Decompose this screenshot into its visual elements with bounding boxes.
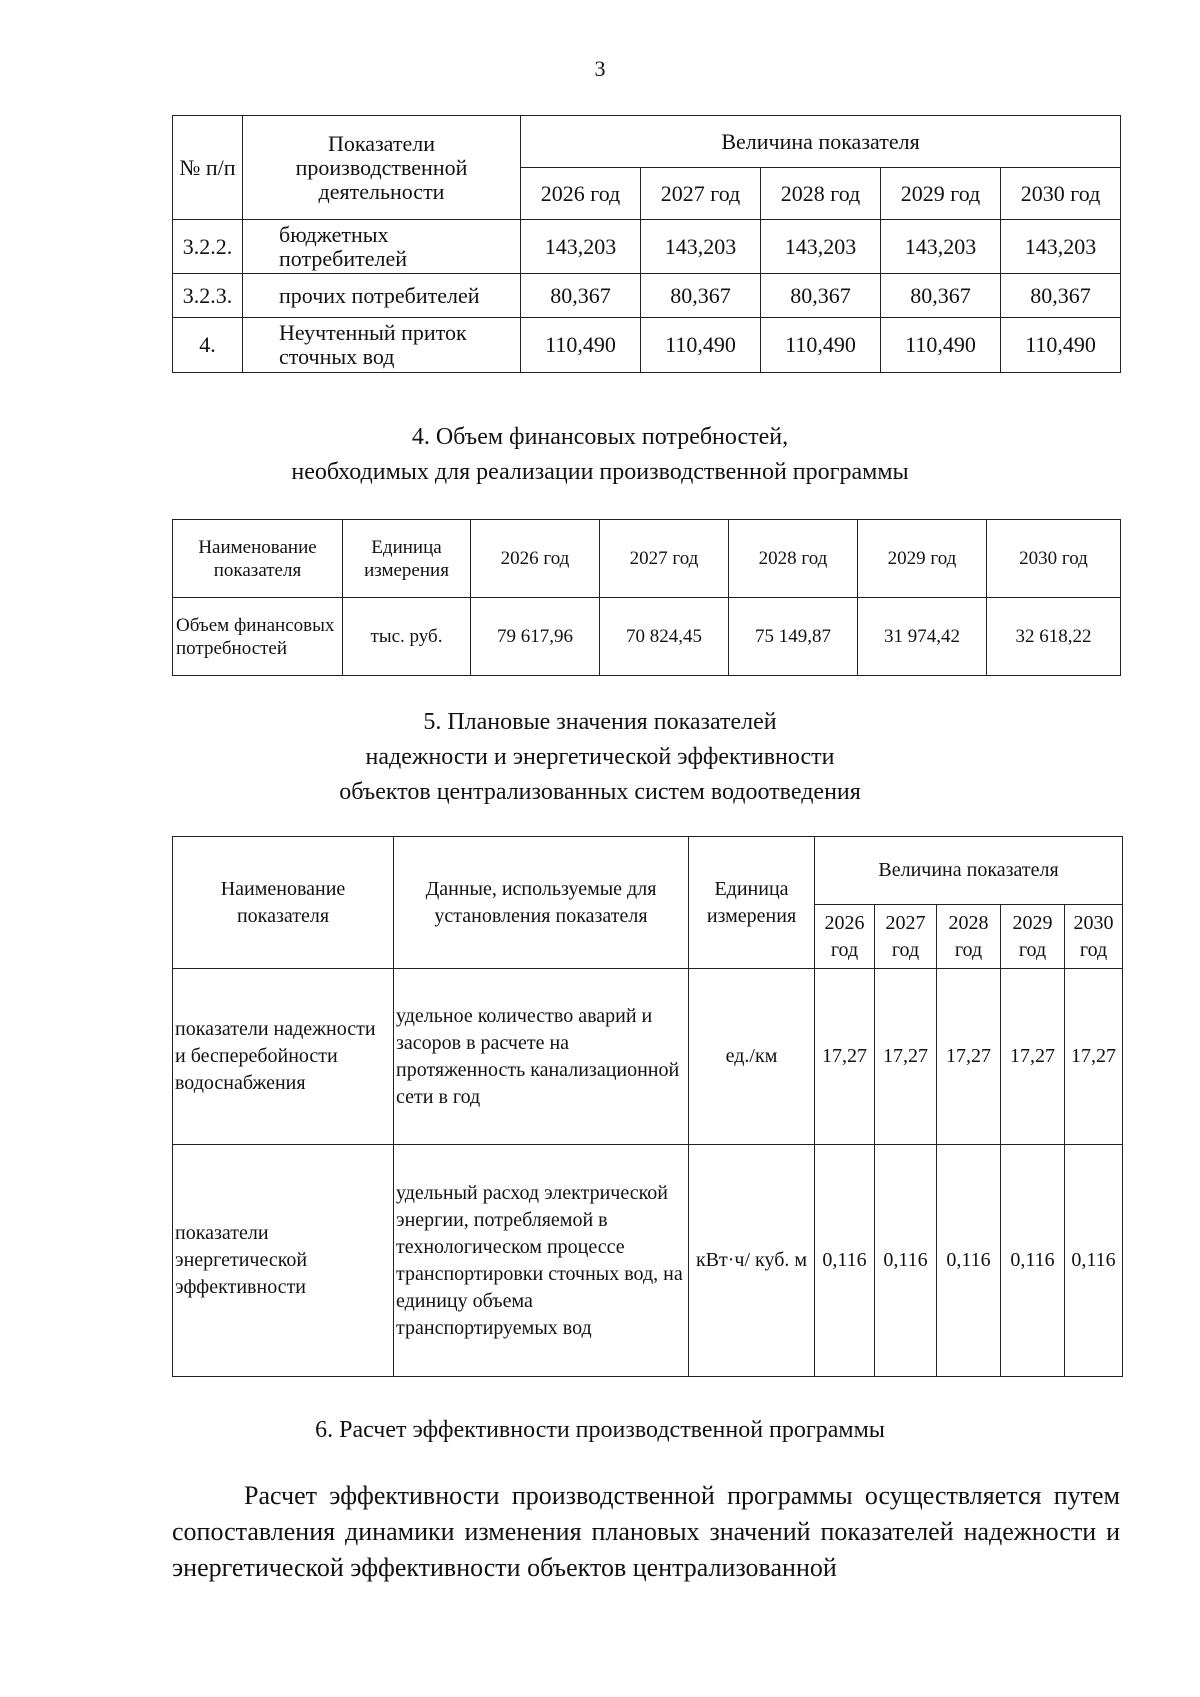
- header-year: 2029 год: [881, 168, 1001, 220]
- production-indicators-table: [172, 115, 1121, 373]
- header-year: 2026 год: [521, 168, 641, 220]
- row-name: показатели энергетической эффективности: [173, 1145, 394, 1377]
- row-name: бюджетных потребителей: [243, 220, 521, 274]
- row-value: 143,203: [881, 220, 1001, 274]
- section6-title: 6. Расчет эффективности производственной программы: [315, 1417, 885, 1443]
- header-number: № п/п: [173, 116, 243, 220]
- row-value: 31 974,42: [858, 598, 987, 676]
- table-row: [173, 969, 1123, 1145]
- row-value: 80,367: [1001, 274, 1121, 318]
- row-value: 80,367: [641, 274, 761, 318]
- row-value: 0,116: [1001, 1145, 1065, 1377]
- table-row: [173, 318, 1121, 373]
- row-value: 143,203: [521, 220, 641, 274]
- table-row: [173, 220, 1121, 274]
- header-data: Данные, используемые для установления показателя: [394, 837, 689, 969]
- row-value: 80,367: [881, 274, 1001, 318]
- table-row: [173, 598, 1121, 676]
- header-value: Величина показателя: [815, 837, 1123, 905]
- section4-title-line2: необходимых для реализации производственной программы: [291, 459, 909, 485]
- row-unit: кВт·ч/ куб. м: [689, 1145, 815, 1377]
- row-number: 3.2.2.: [173, 220, 243, 274]
- reliability-efficiency-table: [172, 836, 1123, 1377]
- row-number: 4.: [173, 318, 243, 373]
- row-value: 110,490: [881, 318, 1001, 373]
- table-row: [173, 274, 1121, 318]
- section5-title-line3: объектов централизованных систем водоотведения: [339, 779, 861, 805]
- row-value: 143,203: [1001, 220, 1121, 274]
- row-name: Объем финансовых потребностей: [173, 598, 343, 676]
- section4-title: [0, 420, 1200, 490]
- header-year: 2028 год: [761, 168, 881, 220]
- header-year: 2028 год: [729, 520, 858, 598]
- header-year: 2029 год: [858, 520, 987, 598]
- row-value: 0,116: [1065, 1145, 1123, 1377]
- header-name: Наименование показателя: [173, 837, 394, 969]
- row-number: 3.2.3.: [173, 274, 243, 318]
- row-value: 110,490: [761, 318, 881, 373]
- header-year: 2027 год: [600, 520, 729, 598]
- header-indicator: Показатели производственной деятельности: [243, 116, 521, 220]
- header-value: Величина показателя: [521, 116, 1121, 168]
- row-name: Неучтенный приток сточных вод: [243, 318, 521, 373]
- section5-title-line2: надежности и энергетической эффективности: [365, 744, 835, 770]
- row-value: 143,203: [761, 220, 881, 274]
- row-value: 32 618,22: [987, 598, 1121, 676]
- row-value: 143,203: [641, 220, 761, 274]
- row-value: 110,490: [1001, 318, 1121, 373]
- row-value: 70 824,45: [600, 598, 729, 676]
- row-data: удельное количество аварий и засоров в расчете на протяженность канализационной сети в год: [394, 969, 689, 1145]
- row-data: удельный расход электрической энергии, потребляемой в технологическом процессе транспортировки сточных вод, на единицу объема транспортируемых вод: [394, 1145, 689, 1377]
- row-value: 0,116: [875, 1145, 937, 1377]
- row-unit: тыс. руб.: [343, 598, 471, 676]
- header-year: 2026 год: [815, 905, 875, 969]
- header-year: 2030 год: [987, 520, 1121, 598]
- row-value: 80,367: [521, 274, 641, 318]
- row-value: 17,27: [937, 969, 1001, 1145]
- section6-paragraph: Расчет эффективности производственной программы осуществляется путем сопоставления динамики изменения плановых значений показателей надежности и энергетической эффективности объектов централизованной: [172, 1481, 1120, 1582]
- row-name: прочих потребителей: [243, 274, 521, 318]
- row-value: 17,27: [1065, 969, 1123, 1145]
- row-value: 17,27: [875, 969, 937, 1145]
- header-year: 2030 год: [1001, 168, 1121, 220]
- header-name: Наименование показателя: [173, 520, 343, 598]
- header-year: 2028 год: [937, 905, 1001, 969]
- row-value: 79 617,96: [471, 598, 600, 676]
- row-value: 75 149,87: [729, 598, 858, 676]
- row-value: 17,27: [815, 969, 875, 1145]
- header-year: 2027 год: [641, 168, 761, 220]
- page-number: 3: [594, 56, 606, 81]
- row-unit: ед./км: [689, 969, 815, 1145]
- header-year: 2026 год: [471, 520, 600, 598]
- header-unit: Единица измерения: [689, 837, 815, 969]
- row-value: 80,367: [761, 274, 881, 318]
- section5-title-line1: 5. Плановые значения показателей: [423, 709, 777, 735]
- section5-title: [0, 705, 1200, 810]
- header-unit: Единица измерения: [343, 520, 471, 598]
- financial-needs-table: [172, 519, 1121, 676]
- row-name: показатели надежности и бесперебойности водоснабжения: [173, 969, 394, 1145]
- row-value: 110,490: [521, 318, 641, 373]
- section4-title-line1: 4. Объем финансовых потребностей,: [411, 424, 789, 450]
- row-value: 0,116: [815, 1145, 875, 1377]
- row-value: 110,490: [641, 318, 761, 373]
- row-value: 17,27: [1001, 969, 1065, 1145]
- row-value: 0,116: [937, 1145, 1001, 1377]
- header-year: 2027 год: [875, 905, 937, 969]
- header-year: 2029 год: [1001, 905, 1065, 969]
- table-row: [173, 1145, 1123, 1377]
- header-year: 2030 год: [1065, 905, 1123, 969]
